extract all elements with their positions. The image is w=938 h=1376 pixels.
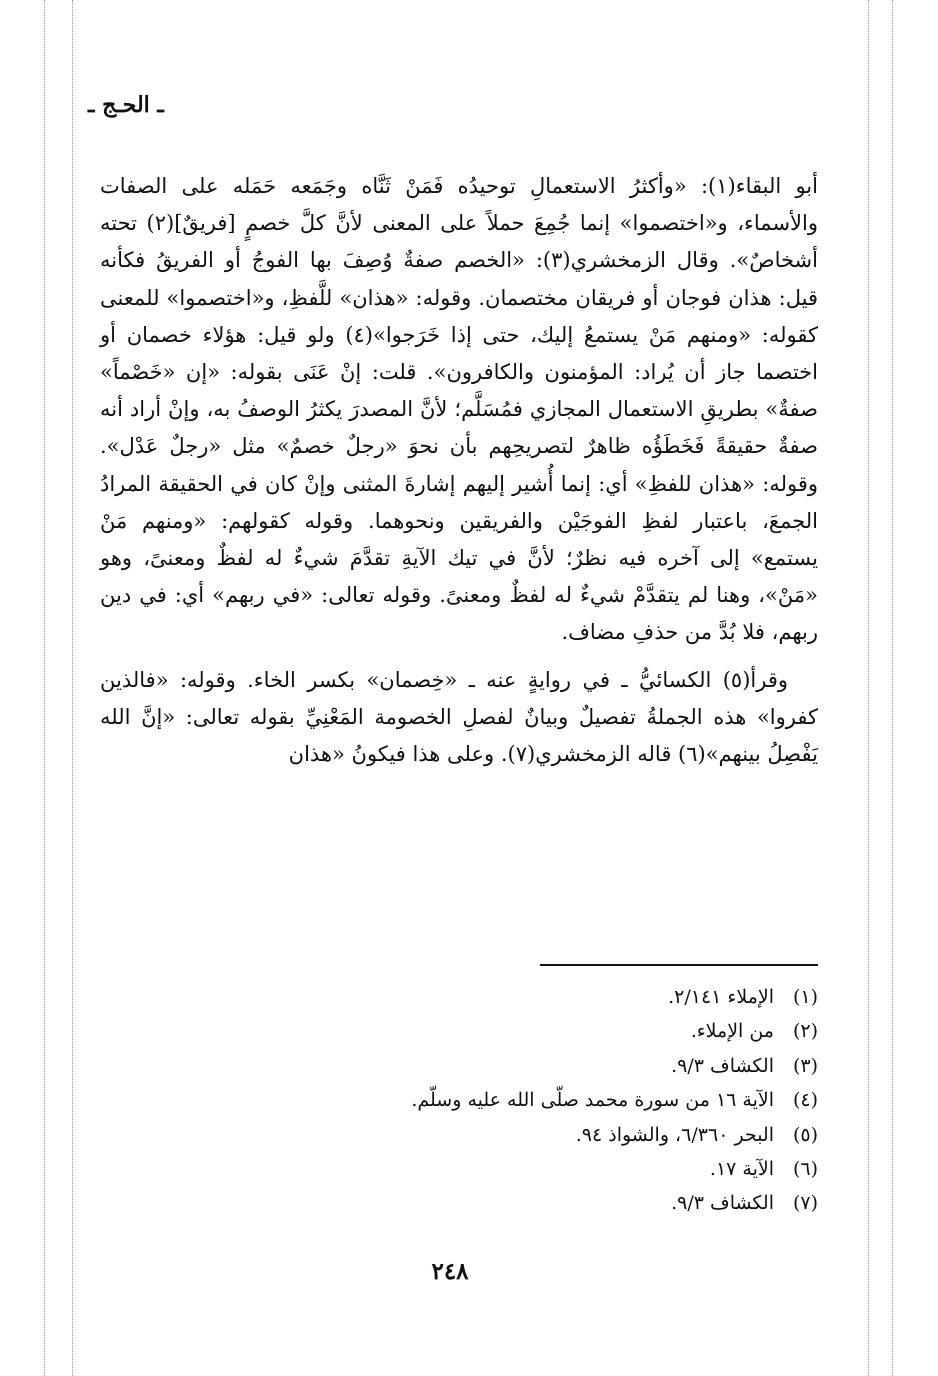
footnote	[340, 980, 818, 1014]
footnote-separator	[540, 964, 818, 966]
footnote-number: (٥)	[792, 1123, 818, 1146]
scan-dotted-line	[72, 0, 73, 1376]
scan-dotted-line	[892, 0, 893, 1376]
footnote-number: (١)	[792, 986, 818, 1008]
footnote-text: الكشاف ٩/٣.	[671, 1054, 774, 1077]
footnote-number: (٦)	[792, 1158, 818, 1181]
footnotes-list	[340, 980, 818, 1221]
footnote-text: الإملاء ٢/١٤١.	[668, 986, 774, 1008]
footnote	[340, 1152, 818, 1186]
footnote	[340, 1014, 818, 1048]
footnote-text: الآية ١٦ من سورة محمد صلّى الله عليه وسلّم.	[411, 1089, 774, 1112]
footnote-text: البحر ٦/٣٦٠، والشواذ ٩٤.	[575, 1123, 774, 1146]
footnote-text: الكشاف ٩/٣.	[671, 1192, 774, 1215]
footnote-number: (٧)	[792, 1192, 818, 1215]
footnote-text: من الإملاء.	[690, 1020, 774, 1043]
scan-dotted-line	[44, 0, 45, 1376]
paragraph: أبو البقاء(١): «وأكثرُ الاستعمالِ توحيدُه فَمَنْ ثَنَّاه وجَمَعه حَمَله على الصفات والأسماء، و«اختصموا» إنما جُمِعَ حملاً على المعنى لأنَّ كلَّ خصمٍ [فريقٌ](٢) تحته أشخاصٌ». وقال الزمخشري(٣): «الخصم صفةٌ وُصِفَ بها الفوجُ أو الفريقُ فكأنه قيل: هذان فوجان أو فريقان مختصمان. وقوله: «هذان» للَّفظِ، و«اختصموا» للمعنى كقوله: «ومنهم مَنْ يستمعُ إليك، حتى إذا خَرَجوا»(٤) ولو قيل: هؤلاء خصمان أو اختصما جاز أن يُراد: المؤمنون والكافرون». قلت: إنْ عَنَى بقوله: «إن «خَصْماً» صفةٌ» بطريقِ الاستعمال المجازي فمُسَلَّم؛ لأنَّ المصدرَ يكثرُ الوصفُ به، وإنْ أراد أنه صفةٌ حقيقةً فَخَطَؤُه ظاهرٌ لتصريحِهم بأن نحوَ «رجلٌ خصمٌ» مثل «رجلٌ عَدْل». وقوله: «هذان للفظِ» أي: إنما أُشير إليهم إشارةَ المثنى وإنْ كان في الحقيقة المرادُ الجمعَ، باعتبار لفظِ الفوجَيْن والفريقين ونحوهما. وقوله كقولهم: «ومنهم مَنْ يستمع» إلى آخره فيه نظرٌ؛ لأنَّ في تيك الآيةِ تقدَّمَ شيءٌ له لفظٌ ومعنىً، وهو «مَنْ»، وهنا لم يتقدَّمْ شيءٌ له لفظٌ ومعنىً. وقوله تعالى: «في ربهم» أي: في دين ربهم، فلا بُدَّ من حذفِ مضاف.	[100, 174, 818, 645]
paragraph: وقرأ(٥) الكسائيُّ ـ في روايةٍ عنه ـ «خِصمان» بكسر الخاء. وقوله: «فالذين كفروا» هذه الجملةُ تفصيلٌ وبيانٌ لفصلِ الخصومة المَعْنِيِّ بقوله تعالى: «إنَّ الله يَفْصِلُ بينهم»(٦) قاله الزمخشري(٧). وعلى هذا فيكونُ «هذان	[100, 667, 818, 767]
footnote	[340, 1186, 818, 1220]
main-text	[100, 168, 818, 773]
footnote-text: الآية ١٧.	[709, 1158, 774, 1181]
running-header-title: ـ الحـج ـ	[88, 92, 164, 118]
footnote-number: (٢)	[792, 1020, 818, 1043]
footnote	[340, 1118, 818, 1152]
running-header	[88, 92, 848, 118]
footnote	[340, 1083, 818, 1117]
footnote-number: (٣)	[792, 1054, 818, 1077]
footnote-number: (٤)	[792, 1089, 818, 1112]
scan-dotted-line	[868, 0, 869, 1376]
footnote	[340, 1049, 818, 1083]
page-number: ٢٤٨	[431, 1258, 469, 1285]
